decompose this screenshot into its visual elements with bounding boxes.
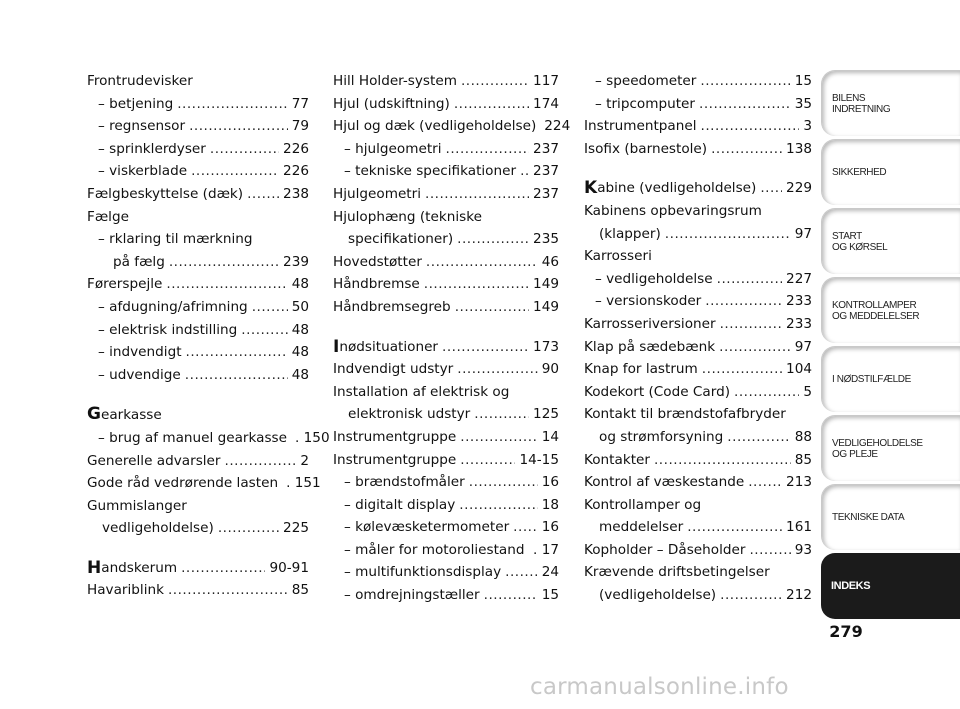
leader-dots	[166, 273, 287, 296]
leader-dots	[186, 341, 288, 364]
page-ref: 24	[541, 564, 559, 581]
tab-label: VEDLIGEHOLDELSE OG PLEJE	[832, 437, 923, 460]
page-ref: 48	[291, 276, 309, 293]
tab-label: I NØDSTILFÆLDE	[832, 374, 911, 385]
leader-dots	[454, 93, 529, 116]
leader-dots	[461, 70, 529, 93]
entry-text: Instrumentpanel	[584, 118, 697, 135]
page-ref: 224	[544, 118, 571, 135]
page-ref: 2	[300, 452, 309, 469]
section-gap	[87, 386, 309, 403]
page-ref: 226	[283, 140, 309, 157]
index-entry	[584, 268, 812, 291]
entry-text: Kodekort (Code Card)	[584, 383, 731, 400]
leader-dots	[455, 296, 529, 319]
page-ref: 233	[786, 293, 812, 310]
entry-text: Hjulgeometri	[333, 185, 422, 202]
index-entry	[584, 381, 812, 404]
leader-dots	[749, 539, 790, 562]
page-ref: 5	[803, 383, 812, 400]
index-entry	[87, 341, 309, 364]
page-ref: 238	[283, 185, 309, 202]
leader-dots	[711, 138, 782, 161]
tab-label: KONTROLLAMPER OG MEDDELELSER	[832, 299, 920, 322]
leader-dots	[460, 426, 537, 449]
leader-dots	[760, 177, 782, 200]
page-ref: 212	[786, 587, 812, 604]
leader-dots	[424, 273, 529, 296]
index-entry	[584, 177, 812, 200]
leader-dots	[702, 358, 782, 381]
entry-text: – kølevæsketermometer	[344, 519, 510, 536]
leader-dots	[168, 579, 288, 602]
leader-dots	[505, 561, 538, 584]
page-ref: 174	[533, 95, 559, 112]
section-initial: I	[333, 336, 340, 357]
page-ref: 104	[786, 361, 812, 378]
entry-text: – versionskoder	[595, 293, 702, 310]
entry-text: (klapper)	[599, 225, 661, 242]
leader-dots	[425, 183, 529, 206]
entry-text: – multifunktionsdisplay	[344, 564, 502, 581]
index-entry	[584, 539, 812, 562]
index-entry	[584, 115, 812, 138]
page-ref: 97	[794, 225, 812, 242]
index-entry	[333, 183, 559, 206]
leader-dots	[665, 223, 791, 246]
tab-indeks[interactable]	[821, 553, 960, 619]
index-entry	[87, 183, 309, 206]
index-entry	[584, 336, 812, 359]
entry-text: Indvendigt udstyr	[333, 361, 454, 378]
page-ref: 15	[794, 73, 812, 89]
tab-label: BILENS INDRETNING	[832, 92, 891, 115]
page-ref: 48	[291, 366, 309, 383]
page-ref: 85	[794, 451, 812, 468]
index-entry	[333, 138, 559, 161]
leader-dots	[720, 584, 782, 607]
tab-kontrollamper[interactable]	[821, 277, 960, 343]
entry-text: vedligeholdelse)	[102, 520, 214, 537]
section-tabs	[821, 70, 960, 622]
entry-text: Hjul (udskiftning)	[333, 95, 450, 112]
index-entry	[333, 296, 559, 319]
index-heading: Kontakt til brændstofafbryder	[584, 406, 786, 423]
page-ref: 237	[533, 140, 559, 157]
index-entry	[87, 296, 309, 319]
leader-dots	[699, 93, 791, 116]
section-gap	[584, 160, 812, 177]
page-ref: 237	[533, 163, 559, 180]
leader-dots	[442, 336, 529, 359]
index-entry	[584, 358, 812, 381]
section-initial: G	[87, 404, 101, 425]
index-entry	[333, 358, 559, 381]
index-letter-heading	[87, 403, 309, 427]
index-entry	[333, 494, 559, 517]
leader-dots	[727, 426, 790, 449]
leader-dots	[719, 336, 791, 359]
entry-text: Hjul og dæk (vedligeholdelse)	[333, 118, 537, 135]
tab-vedligeholdelse[interactable]	[821, 415, 960, 481]
page-ref: 125	[533, 406, 559, 423]
leader-dots	[241, 319, 287, 342]
section-gap	[333, 319, 559, 336]
index-heading: Kabinens opbevaringsrum	[584, 202, 762, 219]
entry-text: Hovedstøtter	[333, 253, 422, 270]
index-column-1	[87, 70, 330, 602]
entry-text: Kopholder – Dåseholder	[584, 541, 746, 558]
page-ref: 226	[283, 163, 309, 180]
entry-text: Instrumentgruppe	[333, 428, 457, 445]
page-ref: 35	[794, 95, 812, 112]
leader-dots	[469, 471, 538, 494]
page-ref: 77	[291, 95, 309, 112]
index-heading: Gummislanger	[87, 497, 187, 514]
entry-text: – speedometer	[595, 73, 697, 89]
entry-text: Isofix (barnestole)	[584, 140, 708, 157]
index-entry	[584, 584, 812, 607]
index-heading: Hjulophæng (tekniske	[333, 208, 482, 225]
page-ref: 85	[291, 582, 309, 599]
entry-text: elektronisk udstyr	[348, 406, 471, 423]
index-entry	[584, 313, 812, 336]
entry-text: – tekniske specifikationer	[344, 163, 517, 180]
index-entry	[87, 115, 309, 138]
entry-text: – udvendige	[98, 366, 181, 383]
index-entry	[584, 93, 812, 116]
entry-text: på fælg	[113, 253, 165, 270]
index-entry	[584, 516, 812, 539]
page-ref: 48	[291, 344, 309, 361]
entry-text: Håndbremsegreb	[333, 298, 451, 315]
entry-text: Instrumentgruppe	[333, 451, 457, 468]
leader-dots	[705, 290, 782, 313]
leader-dots	[181, 557, 265, 580]
leader-dots	[474, 403, 529, 426]
leader-dots	[720, 313, 782, 336]
entry-text: Håndbremse	[333, 276, 420, 293]
leader-dots	[701, 115, 800, 138]
entry-text: Havariblink	[87, 582, 164, 599]
index-heading: Frontrudevisker	[87, 73, 193, 89]
tab-label: INDEKS	[831, 579, 871, 592]
section-initial: H	[87, 557, 102, 578]
page-ref: 15	[541, 587, 559, 604]
index-entry	[87, 450, 309, 473]
leader-dots	[687, 516, 782, 539]
entry-text: specifikationer)	[348, 231, 454, 248]
entry-text: – brug af manuel gearkasse	[98, 429, 288, 446]
page-ref: 233	[786, 315, 812, 332]
leader-dots	[484, 584, 538, 607]
entry-text: Knap for lastrum	[584, 361, 698, 378]
index-entry	[333, 449, 559, 472]
entry-text: Kontrol af væskestande	[584, 474, 745, 491]
index-entry	[333, 539, 559, 562]
entry-text: Karrosseriversioner	[584, 315, 716, 332]
leader-dots	[185, 364, 288, 387]
index-entry	[333, 273, 559, 296]
leader-dots	[177, 93, 287, 116]
page-ref: 149	[533, 276, 559, 293]
entry-text: Generelle advarsler	[87, 452, 221, 469]
index-entry	[87, 319, 309, 342]
entry-text: – vedligeholdelse	[595, 270, 713, 287]
leader-dots	[460, 449, 515, 472]
index-column-3	[584, 70, 812, 607]
entry-text: – elektrisk indstilling	[98, 321, 238, 338]
index-entry	[87, 557, 309, 580]
leader-dots	[446, 138, 530, 161]
entry-text: (vedligeholdelse)	[599, 587, 717, 604]
index-entry	[333, 251, 559, 274]
index-entry	[333, 584, 559, 607]
tab-start-og-korsel[interactable]	[821, 208, 960, 274]
index-heading: Fælge	[87, 208, 129, 225]
page-number: 279	[829, 622, 863, 641]
tab-label: SIKKERHED	[832, 167, 887, 178]
entry-text: Gode råd vedrørende lasten	[87, 475, 279, 492]
index-entry	[333, 70, 559, 93]
leader-dots	[457, 228, 529, 251]
leader-dots	[191, 160, 279, 183]
page-ref: 48	[291, 321, 309, 338]
page-ref: 235	[533, 231, 559, 248]
section-gap	[87, 540, 309, 557]
entry-text: – afdugning/afrimning	[98, 298, 248, 315]
leader-dots	[189, 115, 288, 138]
page-ref: 14-15	[519, 451, 559, 468]
entry-text: – sprinklerdyser	[98, 140, 206, 157]
entry-text: earkasse	[100, 407, 162, 424]
leader-dots	[520, 160, 529, 183]
page-ref: 225	[283, 520, 309, 537]
index-entry	[333, 115, 571, 138]
leader-dots	[734, 381, 799, 404]
watermark: carmanualsonline.info	[530, 674, 789, 700]
index-entry	[333, 426, 559, 449]
page-ref: 88	[794, 428, 812, 445]
index-entry	[87, 273, 309, 296]
index-entry	[584, 426, 812, 449]
entry-text: – indvendigt	[98, 344, 182, 361]
index-entry	[87, 364, 309, 387]
page-ref: 16	[541, 519, 559, 536]
page-ref: 16	[541, 474, 559, 491]
index-heading: Karrosseri	[584, 248, 652, 265]
page-ref: 97	[794, 338, 812, 355]
page-ref: 149	[533, 298, 559, 315]
index-entry	[87, 427, 330, 450]
tab-label: TEKNISKE DATA	[832, 512, 905, 523]
index-entry	[333, 403, 559, 426]
page-ref: 237	[533, 185, 559, 202]
entry-text: – måler for motoroliestand	[344, 541, 525, 558]
page-ref: 18	[541, 496, 559, 513]
index-heading: Kontrollamper og	[584, 496, 702, 513]
leader-dots	[210, 138, 279, 161]
entry-text: – betjening	[98, 95, 174, 112]
entry-text: abine (vedligeholdelse)	[597, 180, 757, 197]
page-ref: 213	[786, 474, 812, 491]
entry-text: andskerum	[101, 559, 178, 576]
page-ref: 90	[541, 361, 559, 378]
leader-dots	[169, 251, 279, 274]
entry-text: – regnsensor	[98, 118, 186, 135]
index-entry	[584, 471, 812, 494]
leader-dots	[748, 471, 782, 494]
index-entry	[584, 70, 812, 93]
entry-text: Fælgbeskyttelse (dæk)	[87, 185, 244, 202]
index-entry	[87, 579, 309, 602]
page-ref: . 17	[533, 541, 559, 558]
page-ref: 46	[541, 253, 559, 270]
entry-text: – hjulgeometri	[344, 140, 442, 157]
leader-dots	[459, 494, 537, 517]
leader-dots	[218, 517, 279, 540]
page-ref: 173	[533, 338, 559, 355]
leader-dots	[717, 268, 782, 291]
index-entry	[584, 449, 812, 472]
index-entry	[584, 290, 812, 313]
index-entry	[584, 223, 812, 246]
tab-sikkerhed[interactable]	[821, 139, 960, 205]
page-ref: 161	[786, 519, 812, 536]
entry-text: nødsituationer	[339, 338, 439, 355]
index-entry	[333, 160, 559, 183]
leader-dots	[528, 539, 529, 562]
leader-dots	[247, 183, 279, 206]
entry-text: – brændstofmåler	[344, 474, 465, 491]
entry-text: meddelelser	[599, 519, 684, 536]
page-ref: . 151	[286, 475, 321, 492]
entry-text: – omdrejningstæller	[344, 587, 480, 604]
index-entry	[87, 517, 309, 540]
entry-text: Kontakter	[584, 451, 650, 468]
entry-text: Hill Holder-system	[333, 73, 457, 89]
entry-text: – digitalt display	[344, 496, 456, 513]
index-heading: Krævende driftsbetingelser	[584, 564, 770, 581]
entry-text: og strømforsyning	[599, 428, 724, 445]
index-entry	[333, 93, 559, 116]
entry-text: – viskerblade	[98, 163, 188, 180]
leader-dots	[225, 450, 297, 473]
page-ref: 90-91	[269, 559, 309, 576]
leader-dots	[654, 449, 791, 472]
index-entry	[333, 471, 559, 494]
tab-tekniske-data[interactable]	[821, 484, 960, 550]
index-entry	[333, 516, 559, 539]
entry-text: Klap på sædebænk	[584, 338, 716, 355]
index-entry	[87, 138, 309, 161]
leader-dots	[426, 251, 538, 274]
page-ref: 117	[533, 73, 559, 89]
page-ref: 229	[786, 180, 812, 197]
tab-label: START OG KØRSEL	[832, 230, 888, 253]
index-heading: – rklaring til mærkning	[98, 231, 253, 248]
page-ref: . 150	[295, 429, 330, 446]
tab-bilens-indretning[interactable]	[821, 70, 960, 136]
page-ref: 79	[291, 118, 309, 135]
leader-dots	[457, 358, 537, 381]
index-entry	[87, 160, 309, 183]
index-column-2	[333, 70, 571, 607]
index-entry	[333, 336, 559, 359]
leader-dots	[252, 296, 288, 319]
page-ref: 14	[541, 428, 559, 445]
page-ref: 93	[794, 541, 812, 558]
leader-dots	[513, 516, 538, 539]
index-entry	[584, 138, 812, 161]
tab-i-nodstilfaelde[interactable]	[821, 346, 960, 412]
page-ref: 138	[786, 140, 812, 157]
index-entry	[87, 251, 309, 274]
index-entry	[333, 228, 559, 251]
page-ref: 3	[803, 118, 812, 135]
index-entry	[87, 93, 309, 116]
page-ref: 227	[786, 270, 812, 287]
page-ref: 50	[291, 298, 309, 315]
index-heading: Installation af elektrisk og	[333, 383, 510, 400]
index-entry	[87, 472, 321, 495]
page-ref: 239	[283, 253, 309, 270]
section-initial: K	[584, 178, 598, 199]
index-entry	[333, 561, 559, 584]
leader-dots	[700, 70, 790, 93]
entry-text: – tripcomputer	[595, 95, 696, 112]
entry-text: Førerspejle	[87, 276, 163, 293]
